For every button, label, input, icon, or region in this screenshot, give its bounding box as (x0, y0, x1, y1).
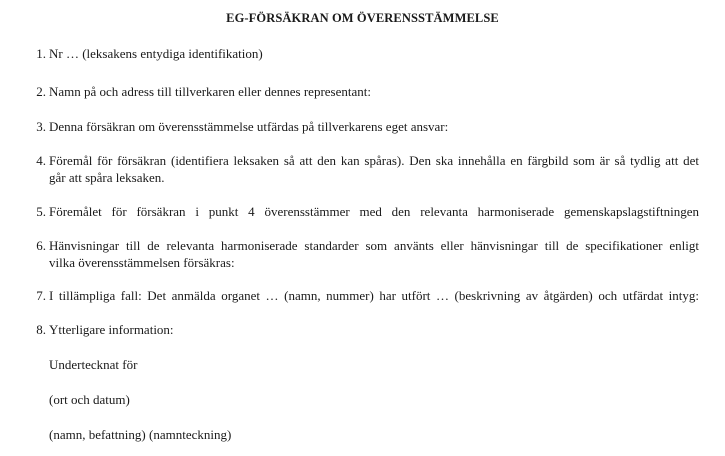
item-text: I tillämpliga fall: Det anmälda organet … (namn, nummer) har utfört … (beskrivning av åtgärden) och utfärdat intyg: (49, 288, 699, 303)
place-date-label: (ort och datum) (49, 392, 130, 407)
item-number: 4. (36, 153, 46, 168)
item-number: 6. (36, 238, 46, 253)
signed-for-label: Undertecknat för (49, 357, 138, 372)
item-text: Ytterligare information: (49, 322, 174, 337)
item-number: 8. (36, 322, 46, 337)
item-text: Hänvisningar till de relevanta harmoniserade standarder som använts eller hänvisningar till de specifikationer enligt (49, 238, 699, 253)
item-text: Föremål för försäkran (identifiera leksaken så att den kan spåras). Den ska innehålla en färgbild som är så tydlig att det (49, 153, 699, 168)
item-number: 2. (36, 84, 46, 99)
item-text: Föremålet för försäkran i punkt 4 överensstämmer med den relevanta harmoniserade gemenskapslagstiftningen (49, 204, 699, 219)
item-text-continued: vilka överensstämmelsen försäkras: (49, 255, 235, 270)
document-title: EG-FÖRSÄKRAN OM ÖVERENSSTÄMMELSE (226, 11, 499, 25)
item-number: 7. (36, 288, 46, 303)
item-number: 5. (36, 204, 46, 219)
item-text: Nr … (leksakens entydiga identifikation) (49, 46, 263, 61)
item-number: 1. (36, 46, 46, 61)
item-text: Denna försäkran om överensstämmelse utfärdas på tillverkarens eget ansvar: (49, 119, 449, 134)
name-function-signature-label: (namn, befattning) (namnteckning) (49, 427, 232, 442)
item-text-continued: går att spåra leksaken. (49, 170, 165, 185)
item-text: Namn på och adress till tillverkaren eller dennes representant: (49, 84, 371, 99)
item-number: 3. (36, 119, 46, 134)
